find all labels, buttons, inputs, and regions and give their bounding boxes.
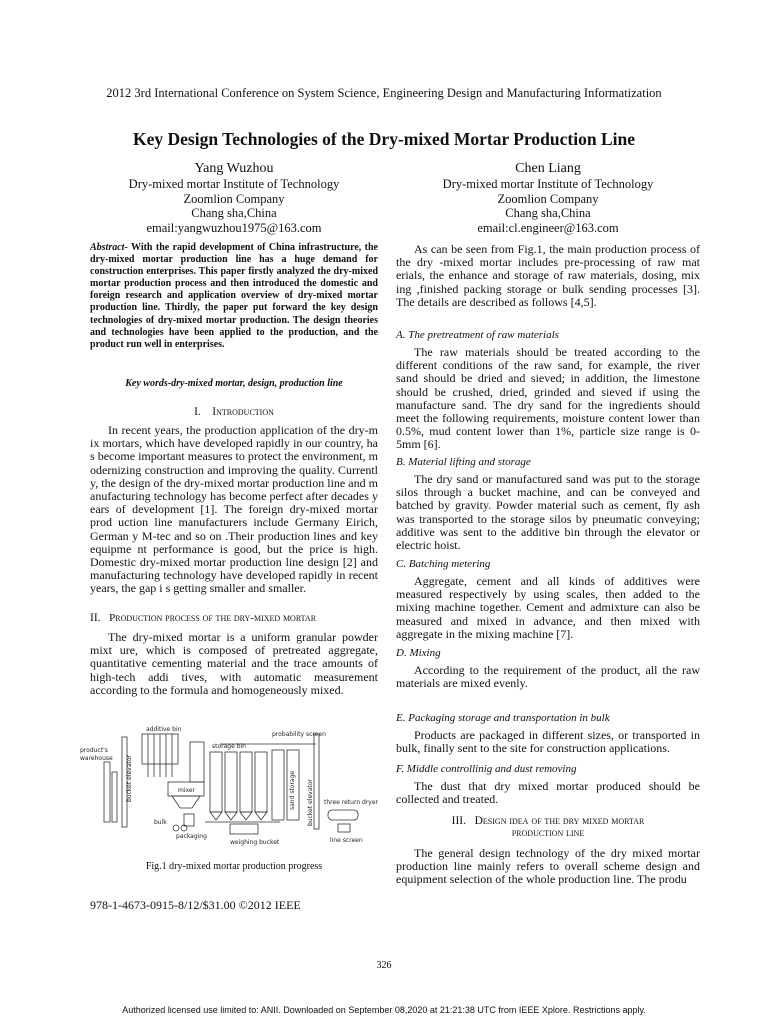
section-title-continued: production line	[511, 827, 585, 839]
author-block-1	[90, 160, 378, 235]
author-city: Chang sha,China	[505, 206, 591, 220]
keywords: Key words-dry-mixed mortar, design, production line	[125, 378, 343, 389]
subsection-heading-b: B. Material lifting and storage	[396, 456, 531, 468]
section-2-text: The dry-mixed mortar is a uniform granular powder mixt ure, which is composed of pretreated aggregate, quantitative cementing material and the trace amounts of high-tech addi tives, with automatic measurement according to the formula and homogeneously mixed.	[90, 630, 378, 697]
author-name: Yang Wuzhou	[194, 161, 274, 176]
figure-label: weighing bucket	[230, 839, 280, 846]
author-company: Zoomlion Company	[183, 191, 285, 206]
author-email: email:cl.engineer@163.com	[477, 220, 619, 235]
section-heading-3	[396, 815, 700, 839]
introduction-text: In recent years, the production application of the dry-m ix mortars, which have developed rapidly in our country, ha s become important measures to protect the environment, m odernizing construction and improving the quality. Currentl y, the design of the dry-mixed mortar production line and m anufacturing technology has become perfect after decades y ears of development [1]. The foreign dry-mixed mortar prod uction line manufacturers include Germany Eirich, German y M-tec and so on .Their production lines and key equipme nt performance is good, but the price is high. Domestic dry-mixed mortar production line design [2] and manufacturing technology have developed rapidly in recent years, the gap i s getting smaller and smaller.	[90, 423, 378, 596]
figure-label: sand storage	[289, 770, 296, 810]
figure-label: warehouse	[80, 755, 113, 762]
copyright-notice: 978-1-4673-0915-8/12/$31.00 ©2012 IEEE	[90, 898, 301, 912]
abstract	[90, 242, 378, 351]
conference-header: 2012 3rd International Conference on System Science, Engineering Design and Manufacturing Informatization	[106, 86, 662, 100]
section-number: II.	[90, 612, 101, 624]
paper-title: Key Design Technologies of the Dry-mixed Mortar Production Line	[133, 129, 635, 149]
section-heading-2	[90, 612, 378, 624]
storage-bin-shape	[210, 752, 222, 812]
warehouse-silo	[104, 762, 110, 822]
warehouse-silo	[112, 772, 117, 822]
subsection-a-text: The raw materials should be treated according to the different conditions of the raw sand, for example, the river sand should be dried and sieved; in addition, the limestone should be crushed, dried, grinded and sieved if using the manufacture sand. The dry sand for the ingredients should meet the following requirements, moisture content lower than 0.5%, mud content lower than 1%, particle size range is 0-5mm [6].	[396, 345, 700, 452]
production-line-figure	[80, 722, 382, 852]
subsection-heading-d: D. Mixing	[396, 647, 441, 659]
subsection-heading-e: E. Packaging storage and transportation in bulk	[396, 712, 610, 724]
subsection-f-text: The dust that dry mixed mortar produced should be collected and treated.	[396, 779, 700, 807]
section-title: Design idea of the dry mixed mortar	[474, 815, 645, 827]
subsection-c-text: Aggregate, cement and all kinds of additives were measured respectively by using scales, then added to the mixing machine together. Cement and admixture can also be measured and mixed in advance, and then mixed with aggregate in the mixing machine [7].	[396, 574, 700, 641]
section-heading-1	[90, 406, 378, 418]
subsection-e-text: Products are packaged in different sizes, or transported in bulk, finally sent to the site for construction applications.	[396, 728, 700, 756]
section-title: Introduction	[212, 406, 274, 418]
figure-label: storage bin	[212, 743, 246, 750]
abstract-lead: Abstract-	[90, 242, 128, 253]
figure-caption: Fig.1 dry-mixed mortar production progress	[145, 861, 323, 872]
license-footer: Authorized licensed use limited to: ANII. Downloaded on September 08,2020 at 21:21:38 UTC from IEEE Xplore. Restrictions apply.	[122, 1005, 646, 1015]
figure-label: packaging	[176, 833, 207, 840]
subsection-d-text: According to the requirement of the product, all the raw materials are mixed evenly.	[396, 663, 700, 691]
figure-label: additive bin	[146, 726, 182, 733]
author-affiliation: Dry-mixed mortar Institute of Technology	[128, 177, 340, 191]
author-affiliation: Dry-mixed mortar Institute of Technology	[442, 177, 654, 191]
section-3-text: The general design technology of the dry mixed mortar production line mainly refers to overall scheme design and equipment selection of the whole production line. The produ	[396, 846, 700, 887]
section-title: Production process of the dry-mixed mortar	[109, 612, 317, 624]
author-company: Zoomlion Company	[497, 191, 599, 206]
subsection-heading-f: F. Middle controllinig and dust removing	[396, 763, 577, 775]
subsection-heading-a: A. The pretreatment of raw materials	[396, 329, 559, 341]
author-city: Chang sha,China	[191, 206, 277, 220]
sand-storage-shape	[272, 750, 284, 820]
subsection-heading-c: C. Batching metering	[396, 558, 491, 570]
author-block-2	[396, 160, 700, 235]
weighing-bucket-shape	[230, 824, 258, 834]
bulk-truck-wheel	[173, 825, 179, 831]
figure-label: probability screen	[272, 731, 326, 738]
figure-label: product's	[80, 747, 108, 754]
figure-label: mixer	[178, 787, 196, 794]
author-name: Chen Liang	[515, 161, 581, 176]
dryer-shape	[328, 810, 358, 820]
section-number: III.	[451, 815, 466, 827]
right-intro-text: As can be seen from Fig.1, the main production process of the dry -mixed mortar includes pre-processing of raw mat erials, the enhance and storage of raw materials, dosing, mix ing ,finished packing storage or bulk sending processes [3]. The details are described as follows [4,5].	[396, 242, 700, 309]
bucket-elevator-shape	[314, 734, 319, 829]
author-email: email:yangwuzhou1975@163.com	[146, 220, 322, 235]
subsection-b-text: The dry sand or manufactured sand was put to the storage silos through a bucket machine, and can be conveyed and batched by gravity. Powder material such as cement, fly ash was transported to the storage silos by pneumatic conveying; additive was sent to the additive bin through the elevator or electric hoist.	[396, 472, 700, 553]
line-screen-shape	[338, 824, 350, 832]
figure-label: line screen	[330, 837, 363, 844]
figure-label: bucket elevator	[126, 755, 133, 802]
section-number: I.	[194, 406, 201, 418]
figure-label: bucket elevator	[307, 779, 314, 826]
packaging-machine	[184, 814, 194, 826]
figure-label: three return dryer	[324, 799, 379, 806]
abstract-text: With the rapid development of China infrastructure, the dry-mixed mortar production line has a huge demand for construction enterprises. This paper firstly analyzed the dry-mixed mortar production process and then introduced the domestic and foreign research and application overview of dry-mixed mortar production line. Thirdly, the paper put forward the key design technologies of dry-mixed mortar production. The design theories and technologies have been applied to the production, and the product run well in enterprises.	[90, 242, 378, 350]
page-number: 326	[376, 960, 392, 971]
figure-label: bulk	[154, 819, 167, 826]
